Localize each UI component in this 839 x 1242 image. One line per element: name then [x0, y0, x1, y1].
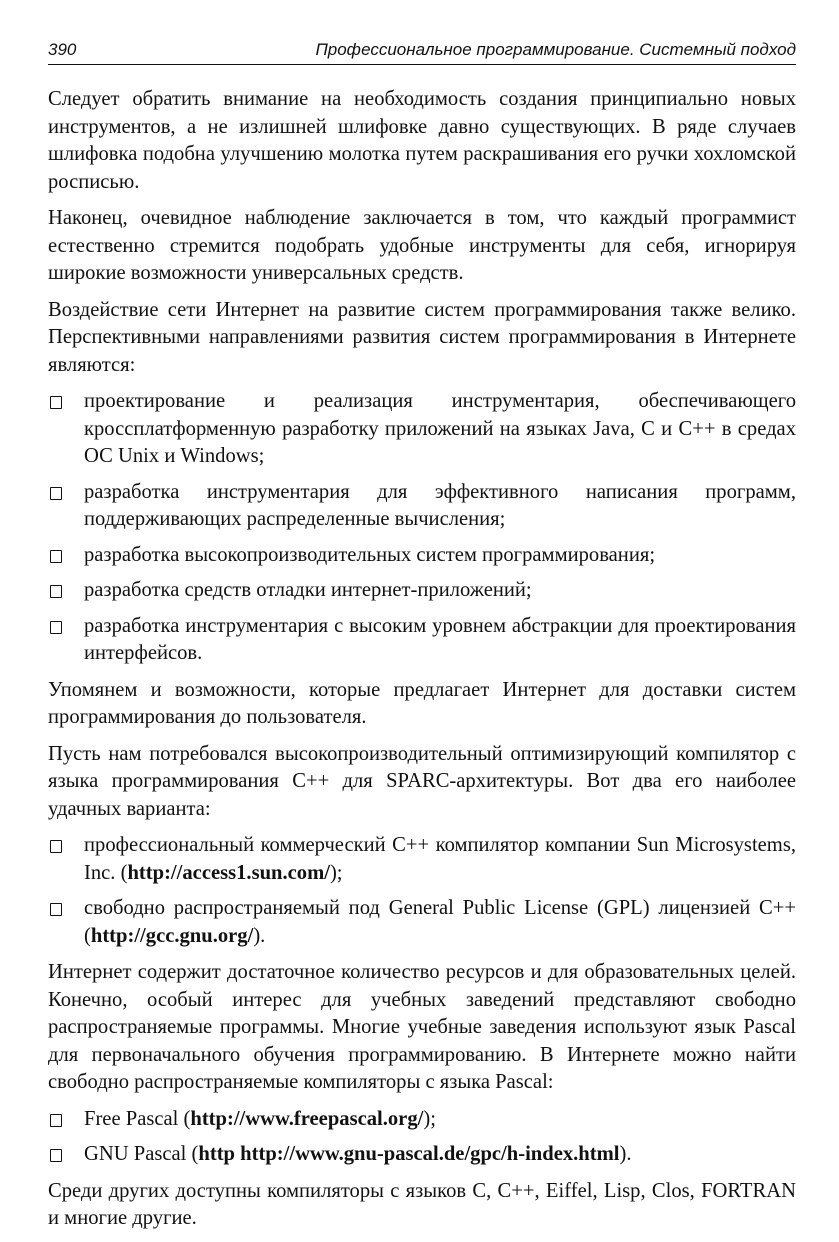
paragraph: Следует обратить внимание на необходимость создания принципиально новых инструментов, а не излишней шлифовке давно существующих. В ряде случаев шлифовка подобна улучшению молотка путем раскрашивания его ручки хохломской росписью.: [48, 88, 796, 193]
list-item: [48, 895, 796, 950]
list-item-text: GNU Pascal (: [84, 1143, 199, 1165]
paragraph: Пусть нам потребовался высокопроизводительный оптимизирующий компилятор с языка программирования C++ для SPARC-архитектуры. Вот два его наиболее удачных варианта:: [48, 742, 796, 820]
list-item-text: разработка инструментария с высоким уровнем абстракции для проектирования интерфейсов.: [84, 614, 796, 664]
list-item-text: Free Pascal (: [84, 1107, 191, 1130]
list-item-text: свободно распространяемый под General Public License (GPL) лицензией C++ (: [84, 897, 796, 947]
paragraph: Упомянем и возможности, которые предлагает Интернет для доставки систем программирования до пользователя.: [48, 678, 796, 728]
running-title: Профессиональное программирование. Системный подход: [315, 40, 796, 59]
list-item: [48, 1106, 796, 1134]
url-link[interactable]: http://www.freepascal.org/: [190, 1107, 424, 1130]
list-item: [48, 613, 796, 668]
list-item-text: разработка высокопроизводительных систем программирования;: [84, 543, 656, 566]
list-item: [48, 577, 796, 605]
body-text: [48, 86, 796, 1242]
list-item: [48, 388, 796, 471]
list-item: [48, 479, 796, 534]
checkbox-bullet-icon: [50, 621, 62, 634]
url-link[interactable]: http://access1.sun.com/: [127, 861, 330, 884]
checkbox-bullet-icon: [50, 396, 62, 409]
bullet-list-compilers: [48, 832, 796, 950]
list-item: [48, 542, 796, 570]
checkbox-bullet-icon: [50, 487, 62, 500]
bullet-list-pascal: [48, 1106, 796, 1169]
list-item-text: ).: [619, 1143, 632, 1165]
checkbox-bullet-icon: [50, 903, 62, 916]
bullet-list-directions: [48, 388, 796, 668]
checkbox-bullet-icon: [50, 550, 62, 563]
page-number: 390: [48, 40, 77, 59]
list-item-text: );: [329, 861, 343, 884]
checkbox-bullet-icon: [50, 1114, 62, 1127]
checkbox-bullet-icon: [50, 585, 62, 598]
checkbox-bullet-icon: [50, 1149, 62, 1162]
paragraph: Среди других доступны компиляторы с языков C, C++, Eiffel, Lisp, Clos, FORTRAN и многие другие.: [48, 1179, 796, 1229]
list-item-text: проектирование и реализация инструментария, обеспечивающего кроссплатформенную разработку приложений на языках Java, C и C++ в средах ОС Unix и Windows;: [84, 390, 796, 467]
url-link[interactable]: http http://www.gnu-pascal.de/gpc/h-index.html: [198, 1143, 620, 1165]
paragraph: Воздействие сети Интернет на развитие систем программирования также велико. Перспективными направлениями развития систем программирования в Интернете являются:: [48, 298, 796, 376]
checkbox-bullet-icon: [50, 840, 62, 853]
list-item-text: разработка инструментария для эффективного написания программ, поддерживающих распределенные вычисления;: [84, 480, 796, 530]
paragraph: Наконец, очевидное наблюдение заключается в том, что каждый программист естественно стремится подобрать удобные инструменты для себя, игнорируя широкие возможности универсальных средств.: [48, 207, 796, 284]
url-link[interactable]: http://gcc.gnu.org/: [90, 924, 254, 947]
list-item-text: );: [423, 1107, 436, 1130]
list-item-text: разработка средств отладки интернет-приложений;: [84, 579, 532, 601]
list-item: [48, 1141, 796, 1169]
list-item: [48, 832, 796, 887]
list-item-text: профессиональный коммерческий C++ компилятор компании Sun Microsystems, Inc. (: [84, 834, 796, 884]
paragraph: Интернет содержит достаточное количество ресурсов и для образовательных целей. Конечно, особый интерес для учебных заведений представляют свободно распространяемые программы. Многие учебные заведения используют язык Pascal для первоначального обучения программированию. В Интернете можно найти свободно распространяемые компиляторы с языка Pascal:: [48, 961, 796, 1093]
running-header: [48, 40, 796, 65]
list-item-text: ).: [253, 924, 266, 947]
